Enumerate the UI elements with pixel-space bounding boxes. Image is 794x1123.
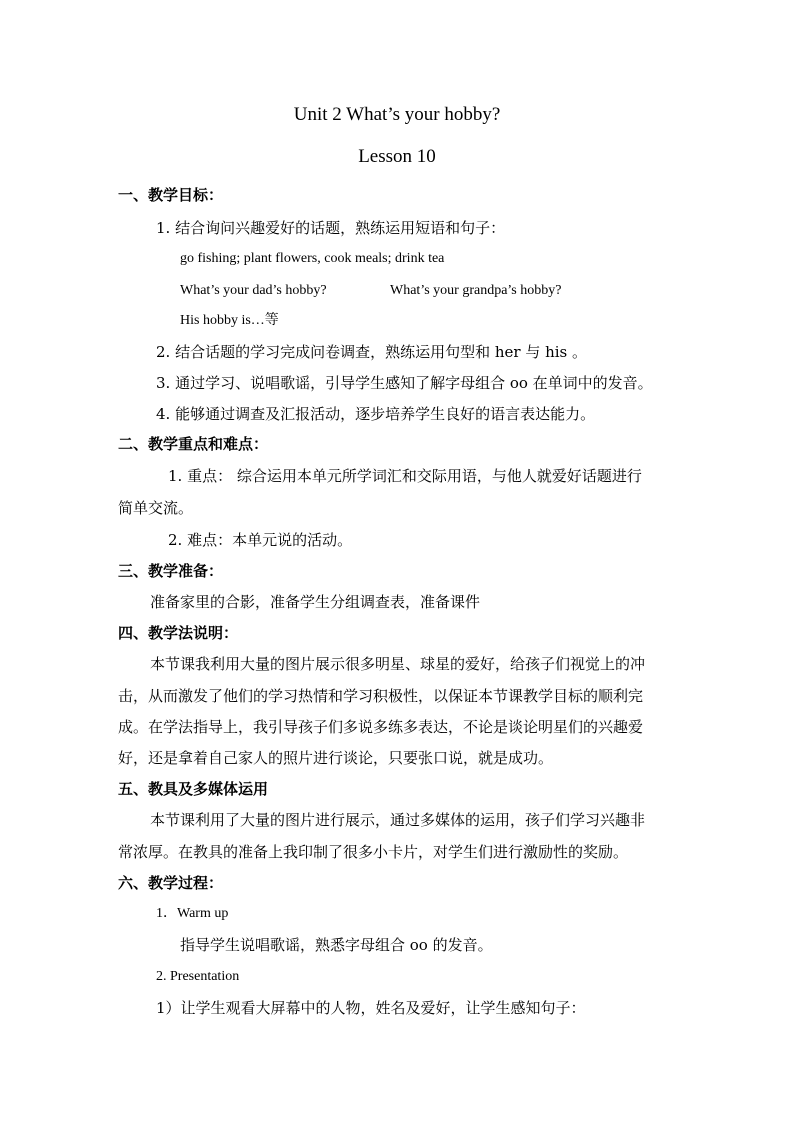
section-heading-process: 六、教学过程： xyxy=(118,874,224,892)
objective-item-2: 2. 结合话题的学习完成问卷调查，熟练运用句型和 her 与 his 。 xyxy=(156,343,588,361)
document-subtitle: Lesson 10 xyxy=(358,146,436,167)
key-point-2: 2. 难点：本单元说的活动。 xyxy=(168,531,353,549)
document-title: Unit 2 What’s your hobby? xyxy=(293,104,501,125)
example-question-2: What’s your grandpa’s hobby? xyxy=(390,283,562,298)
section-heading-method: 四、教学法说明： xyxy=(118,624,239,642)
media-paragraph-line-1: 本节课利用了大量的图片进行展示，通过多媒体的运用，孩子们学习兴趣非 xyxy=(150,811,646,829)
method-paragraph-line-3: 成。在学法指导上，我引导孩子们多说多练多表达，不论是谈论明星们的兴趣爱 xyxy=(118,718,644,736)
media-paragraph-line-2: 常浓厚。在教具的准备上我印制了很多小卡片，对学生们进行激励性的奖励。 xyxy=(118,843,629,861)
process-step-2-substep-1: 1）让学生观看大屏幕中的人物，姓名及爱好，让学生感知句子： xyxy=(156,999,586,1017)
example-question-1: What’s your dad’s hobby? xyxy=(180,283,327,298)
method-paragraph-line-4: 好，还是拿着自己家人的照片进行谈论，只要张口说，就是成功。 xyxy=(118,749,554,767)
objective-item-1: 1. 结合询问兴趣爱好的话题，熟练运用短语和句子： xyxy=(156,219,506,237)
process-step-2: 2. Presentation xyxy=(156,969,240,984)
objective-item-3: 3. 通过学习、说唱歌谣，引导学生感知了解字母组合 oo 在单词中的发音。 xyxy=(156,374,653,392)
objective-item-4: 4. 能够通过调查及汇报活动，逐步培养学生良好的语言表达能力。 xyxy=(156,405,596,423)
section-heading-media: 五、教具及多媒体运用 xyxy=(118,780,269,798)
example-answer: His hobby is…等 xyxy=(180,313,279,328)
section-heading-key-points: 二、教学重点和难点： xyxy=(118,435,269,453)
method-paragraph-line-2: 击，从而激发了他们的学习热情和学习积极性，以保证本节课教学目标的顺利完 xyxy=(118,687,644,705)
preparation-text: 准备家里的合影，准备学生分组调查表，准备课件 xyxy=(150,593,481,611)
process-step-1-text: 指导学生说唱歌谣，熟悉字母组合 oo 的发音。 xyxy=(180,936,493,954)
method-paragraph-line-1: 本节课我利用大量的图片展示很多明星、球星的爱好，给孩子们视觉上的冲 xyxy=(150,655,646,673)
process-step-1: 1．Warm up xyxy=(156,906,229,921)
key-point-1-line-1: 1. 重点： 综合运用本单元所学词汇和交际用语，与他人就爱好话题进行 xyxy=(168,467,642,485)
section-heading-preparation: 三、教学准备： xyxy=(118,562,224,580)
phrase-list: go fishing; plant flowers, cook meals; drink tea xyxy=(180,251,445,266)
key-point-1-line-2: 简单交流。 xyxy=(118,499,194,517)
section-heading-objectives: 一、教学目标： xyxy=(118,186,224,204)
